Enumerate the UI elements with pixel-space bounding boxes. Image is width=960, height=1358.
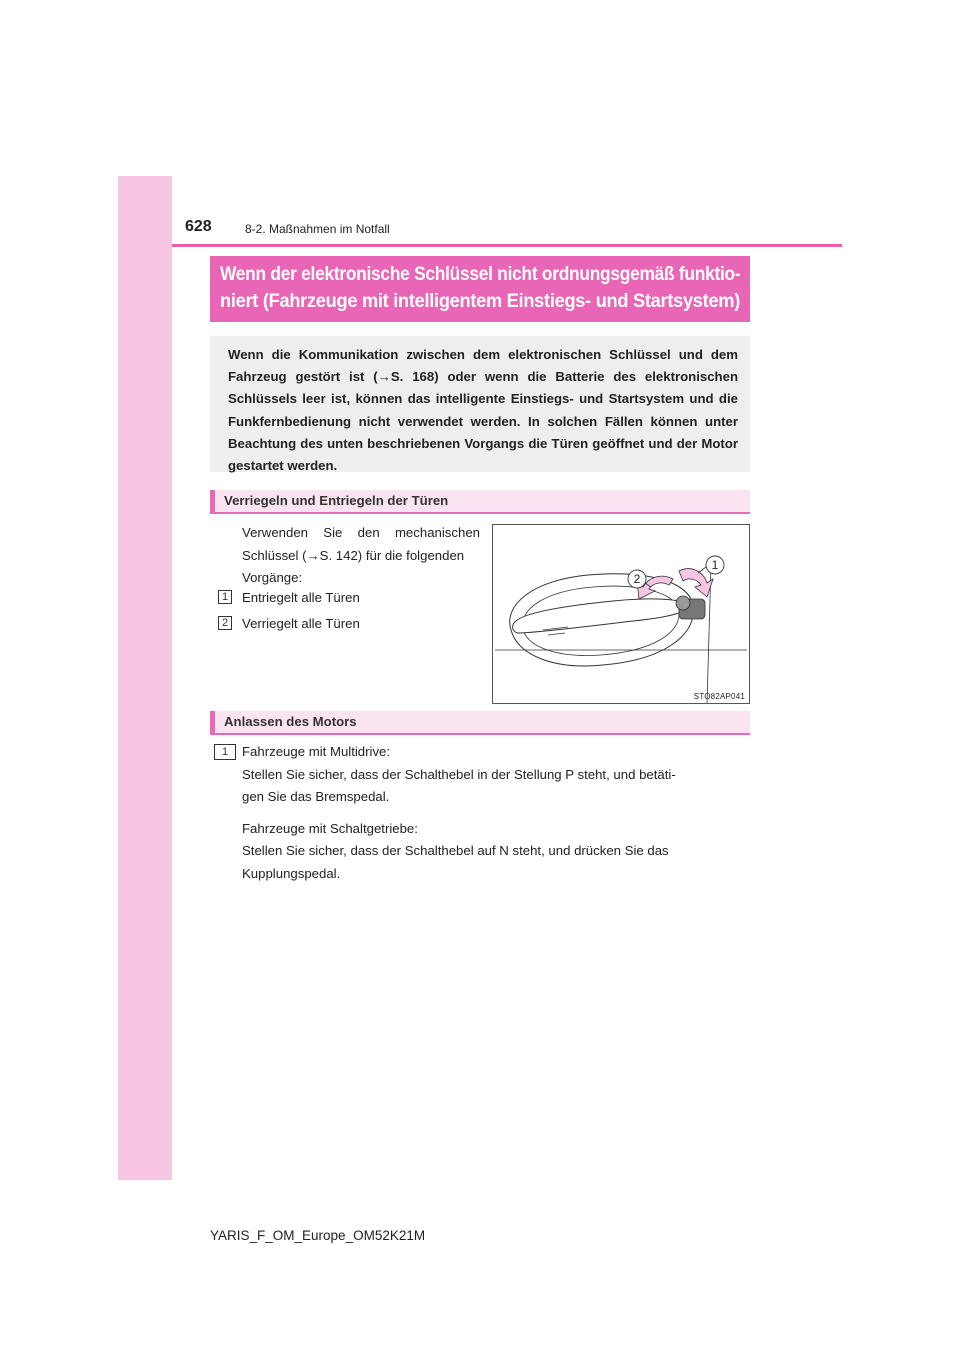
page-title-line-2: niert (Fahrzeuge mit intelligentem Einstiegs- und Startsystem) (220, 291, 740, 312)
engine-p2-line-1: Fahrzeuge mit Schaltgetriebe: (242, 820, 418, 836)
intro-box (210, 336, 750, 472)
door-handle-drawing (493, 525, 749, 703)
handle-detail (548, 633, 565, 635)
section-reference: 8-2. Maßnahmen im Notfall (245, 222, 390, 236)
engine-instructions (242, 741, 750, 885)
side-tab-band (118, 176, 172, 1180)
locking-heading (210, 490, 750, 514)
engine-p2-line-3: Kupplungspedal. (242, 865, 341, 881)
step-1-label: Entriegelt alle Türen (242, 590, 360, 605)
figure-code: STO82AP041 (693, 692, 745, 701)
engine-p1-line-3: gen Sie das Bremspedal. (242, 789, 390, 804)
engine-step-number: 1 (214, 744, 236, 760)
step-number-2: 2 (218, 616, 232, 630)
door-handle-illustration (492, 524, 750, 704)
callout-1-label: 1 (711, 558, 719, 572)
footer-doc-id: YARIS_F_OM_Europe_OM52K21M (210, 1228, 426, 1243)
engine-heading-text: Anlassen des Motors (224, 714, 357, 729)
step-number-1: 1 (218, 590, 232, 604)
header-rule (172, 244, 842, 247)
door-handle (513, 599, 689, 633)
heading-bar (210, 490, 215, 512)
locking-text-line-2: Schlüssel (→S. 142) für die folgenden (242, 547, 465, 563)
step-2-label: Verriegelt alle Türen (242, 616, 360, 631)
locking-heading-text: Verriegeln und Entriegeln der Türen (224, 493, 449, 508)
engine-p2-line-2: Stellen Sie sicher, dass der Schalthebel auf N steht, und drücken Sie das (242, 843, 669, 858)
callout-1-leader (698, 567, 706, 573)
page-title (210, 256, 750, 322)
locking-text-line-1: Verwenden Sie den mechanischen (242, 525, 480, 540)
callout-2-label: 2 (633, 572, 641, 586)
heading-bar (210, 711, 215, 733)
engine-p1-line-2: Stellen Sie sicher, dass der Schalthebel in der Stellung P steht, und betäti- (242, 766, 676, 782)
page-number: 628 (185, 218, 212, 235)
engine-heading (210, 711, 750, 735)
locking-text-line-3: Vorgänge: (242, 570, 303, 585)
arrow-1-icon (679, 569, 713, 597)
intro-text: Wenn die Kommunikation zwischen dem elektronischen Schlüssel und dem Fahrzeug gestört ist (→S. 168) oder wenn die Batterie des elektronischen Schlüssels leer ist, können das intelligente Einstiegs- und Startsystem und die Funkfernbedienung nicht verwendet werden. In solchen Fällen können unter Beachtung des unten beschriebenen Vorgangs die Türen geöffnet und der Motor gestartet werden. (228, 347, 738, 474)
page-title-line-1: Wenn der elektronische Schlüssel nicht ordnungsgemäß funktio- (220, 264, 741, 285)
engine-p1-line-1: Fahrzeuge mit Multidrive: (242, 744, 391, 759)
locking-intro-text (242, 522, 480, 590)
lock-cylinder-icon (676, 596, 690, 610)
paragraph-gap (242, 809, 750, 818)
